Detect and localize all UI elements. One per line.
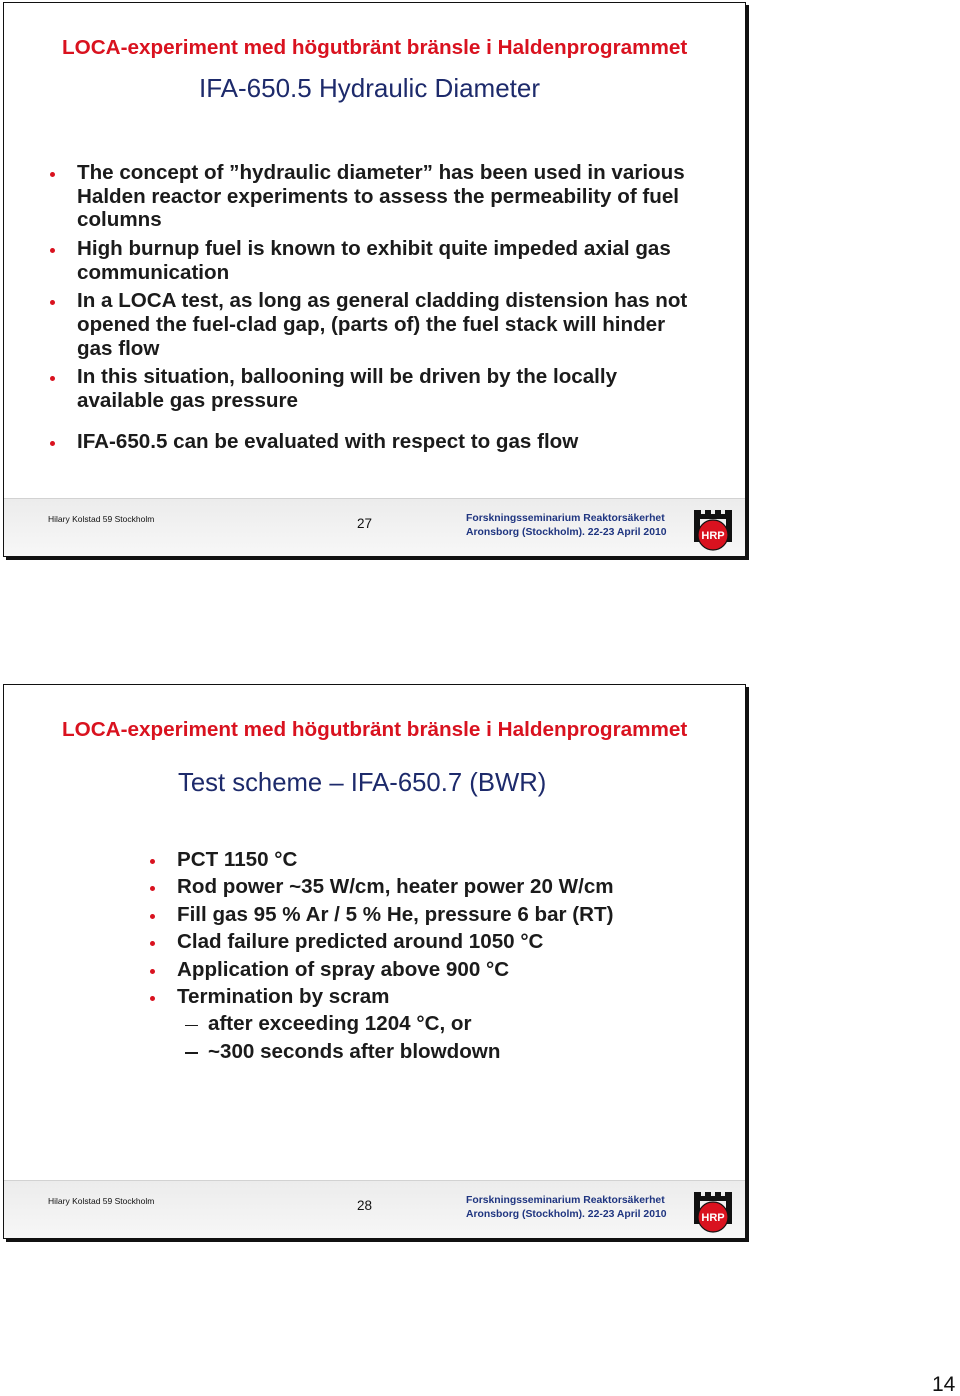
bullet-dot-icon — [50, 376, 55, 381]
bullet-dot-icon — [50, 172, 55, 177]
bullet-text-line: opened the fuel-clad gap, (parts of) the fuel stack will hinder — [77, 312, 666, 336]
logo-text: HRP — [701, 1212, 725, 1224]
logo-battlement — [694, 510, 732, 519]
slide-2 — [3, 684, 746, 1239]
bullet-dot-icon — [150, 941, 155, 946]
hrp-logo-icon — [693, 508, 733, 552]
bullet-dot-icon — [50, 441, 55, 446]
bullet-text-line: gas flow — [77, 336, 160, 360]
bullet-text-line: The concept of ”hydraulic diameter” has been used in various — [77, 161, 685, 184]
footer-author: Hilary Kolstad 59 Stockholm — [48, 1196, 155, 1206]
footer-venue: Aronsborg (Stockholm). 22-23 April 2010 — [466, 527, 667, 538]
slide-title: Test scheme – IFA-650.7 (BWR) — [178, 769, 547, 797]
slide-footer — [4, 498, 745, 556]
bullet-text-line: IFA-650.5 can be evaluated with respect to gas flow — [77, 430, 579, 454]
logo-text: HRP — [701, 530, 725, 542]
footer-author: Hilary Kolstad 59 Stockholm — [48, 514, 155, 524]
bullet-text-line: Rod power ~35 W/cm, heater power 20 W/cm — [177, 875, 614, 899]
sub-bullet-text: ~300 seconds after blowdown — [208, 1039, 501, 1063]
sub-bullet-item — [208, 1012, 614, 1036]
bullet-dot-icon — [150, 886, 155, 891]
slide-1 — [3, 2, 746, 557]
bullet-text-line: Termination by scram — [177, 984, 390, 1008]
bullet-text-line: High burnup fuel is known to exhibit quite impeded axial gas — [77, 236, 671, 260]
bullet-text-line: PCT 1150 °C — [177, 848, 298, 871]
hrp-logo-icon — [693, 1190, 733, 1234]
bullet-item — [177, 985, 614, 1064]
bullet-text-line: In this situation, ballooning will be driven by the locally — [77, 365, 618, 389]
footer-event: Forskningsseminarium Reaktorsäkerhet — [466, 1195, 665, 1206]
bullet-text-line: Halden reactor experiments to assess the permeability of fuel — [77, 184, 680, 208]
slide-number: 27 — [357, 516, 373, 531]
sub-bullet-dash-icon — [185, 1052, 198, 1054]
bullet-item — [177, 875, 614, 899]
bullet-item — [177, 903, 614, 927]
bullet-dot-icon — [150, 859, 155, 864]
bullet-item — [177, 848, 614, 872]
sub-bullet-text: after exceeding 1204 °C, or — [208, 1012, 472, 1036]
sub-bullet-item — [208, 1040, 614, 1064]
footer-venue: Aronsborg (Stockholm). 22-23 April 2010 — [466, 1209, 667, 1220]
footer-event: Forskningsseminarium Reaktorsäkerhet — [466, 513, 665, 524]
page-number: 14 — [932, 1373, 956, 1396]
bullet-text-line: In a LOCA test, as long as general cladding distension has not — [77, 289, 688, 313]
slide-title: IFA-650.5 Hydraulic Diameter — [199, 73, 541, 103]
bullet-text-line: Fill gas 95 % Ar / 5 % He, pressure 6 bar (RT) — [177, 902, 614, 926]
bullet-list — [77, 161, 687, 454]
sub-bullet-list — [208, 1012, 614, 1063]
bullet-item — [77, 161, 687, 232]
bullet-dot-icon — [150, 969, 155, 974]
slide-number: 28 — [357, 1198, 373, 1213]
bullet-list — [177, 848, 614, 1064]
bullet-item — [77, 289, 687, 360]
bullet-text-line: Application of spray above 900 °C — [177, 957, 510, 981]
bullet-item — [177, 958, 614, 982]
bullet-text-line: columns — [77, 208, 162, 232]
slide-footer — [4, 1180, 745, 1238]
bullet-text-line: Clad failure predicted around 1050 °C — [177, 930, 544, 954]
slide-header: LOCA-experiment med högutbränt bränsle i Haldenprogrammet — [62, 36, 688, 59]
bullet-dot-icon — [150, 914, 155, 919]
bullet-item — [77, 430, 687, 454]
bullet-dot-icon — [150, 996, 155, 1001]
bullet-item — [177, 930, 614, 954]
bullet-dot-icon — [50, 300, 55, 305]
bullet-item — [77, 237, 687, 284]
slide-header: LOCA-experiment med högutbränt bränsle i Haldenprogrammet — [62, 718, 688, 741]
bullet-item — [77, 365, 687, 412]
bullet-dot-icon — [50, 248, 55, 253]
bullet-text-line: communication — [77, 260, 230, 284]
bullet-text-line: available gas pressure — [77, 388, 298, 412]
logo-battlement — [694, 1192, 732, 1201]
sub-bullet-dash-icon — [185, 1025, 198, 1027]
